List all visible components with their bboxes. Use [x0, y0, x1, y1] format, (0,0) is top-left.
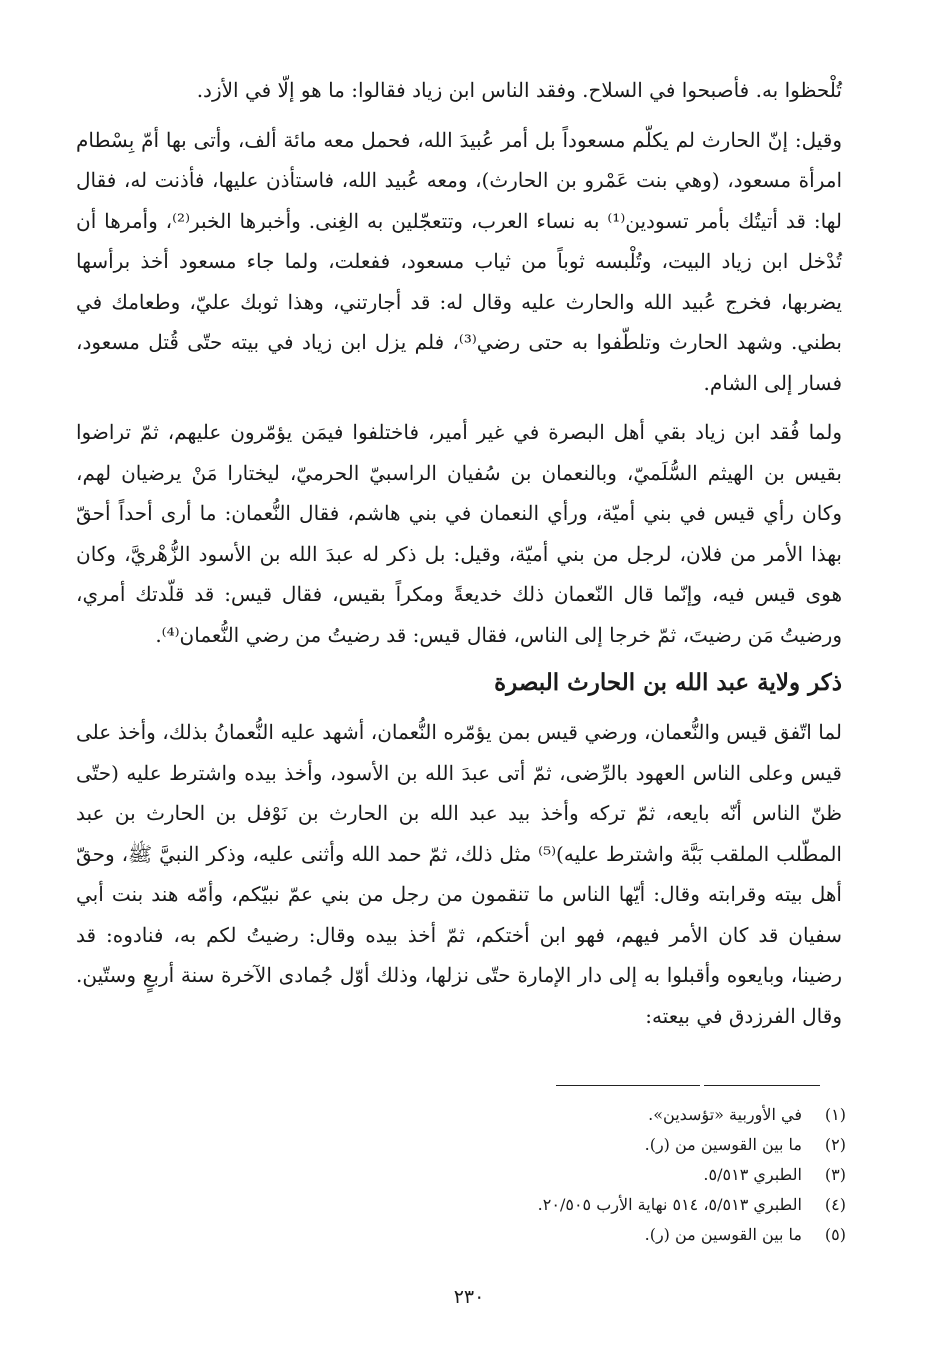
footnote-text: الطبري ٥/٥١٣، ٥١٤ نهاية الأرب ٢٠/٥٠٥. — [537, 1195, 802, 1214]
paragraph-1: تُلْحظوا به. فأصبحوا في السلاح. وفقد الناس ابن زياد فقالوا: ما هو إلّا في الأزد. — [196, 78, 842, 102]
page-number: ٢٣٠ — [453, 1286, 485, 1308]
footnote-number: (١) — [824, 1105, 846, 1124]
paragraph-4: لما اتّفق قيس والنُّعمان، ورضي قيس بمن يؤمّره النُّعمان، أشهد عليه النُّعمانُ بذلك، وأخذ على قيس وعلى الناس العهود بالرِّضى، ثمّ أتى عبدَ الله بن الأسود، وأخذ بيده واشترط عليه (حتّى ظنّ الناس أنّه بايعه، ثمّ تركه وأخذ بيد عبد الله بن الحارث بن نَوْفل بن الحارث بن عبد المطّلب الملقب بَبَّة واشترط عليه)⁽⁵⁾ مثل ذلك، ثمّ حمد الله وأثنى عليه، وذكر النبيَّ ﷺ، وحقّ أهل بيته وقرابته وقال: أيّها الناس ما تنقمون من رجل من بني عمّ نبيّكم، وأمّه هند بنت أبي سفيان قد كان الأمر فيهم، فهو ابن أختكم، ثمّ أخذ بيده وقال: رضيتُ لكم به، فنادوه: قد رضينا، وبايعوه وأقبلوا به إلى دار الإمارة حتّى نزلها، وذلك أوّل جُمادى الآخرة سنة أربعٍ وستّين. وقال الفرزدق في بيعته: — [76, 720, 842, 1028]
footnote-text: ما بين القوسين من (ر). — [644, 1225, 802, 1244]
footnote-text: في الأوربية «تؤسدين». — [648, 1105, 802, 1124]
footnote-item — [200, 1160, 846, 1190]
footnote-text: ما بين القوسين من (ر). — [644, 1135, 802, 1154]
footnote-number: (٥) — [824, 1225, 846, 1244]
paragraph-2: وقيل: إنّ الحارث لم يكلّم مسعوداً بل أمر عُبيدَ الله، فحمل معه مائة ألف، وأتى بها أمّ بِسْطام امرأة مسعود، (وهي بنت عَمْرو بن الحارث)، ومعه عُبيد الله، فاستأذن عليها، فأذنت له، فقال لها: قد أتيتُك بأمر تسودين⁽¹⁾ به نساء العرب، وتتعجّلين به الغِنى. وأخبرها الخبر⁽²⁾، وأمرها أن تُدْخل ابن زياد البيت، وتُلْبسه ثوباً من ثياب مسعود، ففعلت، ولما جاء مسعود أخذ برأسها يضربها، فخرج عُبيد الله والحارث عليه وقال له: قد أجارتني، وهذا ثوبك عليّ، وطعامك في بطني. وشهد الحارث وتلطّفوا به حتى رضي⁽³⁾، فلم يزل ابن زياد في بيته حتّى قُتل مسعود، فسار إلى الشام. — [76, 127, 843, 395]
section-title: ذكر ولاية عبد الله بن الحارث البصرة — [494, 669, 842, 696]
footnote-item — [200, 1130, 846, 1160]
footnote-item — [200, 1220, 846, 1250]
footnotes — [200, 1100, 846, 1250]
main-text — [76, 70, 842, 1045]
footnote-divider — [704, 1085, 820, 1086]
paragraph-3: ولما فُقد ابن زياد بقي أهل البصرة في غير أمير، فاختلفوا فيمَن يؤمّرون عليهم، ثمّ تراضوا بقيس بن الهيثم السُّلَميّ، وبالنعمان بن سُفيان الراسبيّ الحرميّ، ليختارا مَنْ يرضيان لهم، وكان رأي قيس في بني أميّة، ورأي النعمان في بني هاشم، فقال النُّعمان: ما أرى أحداً أحقّ بهذا الأمر من فلان، لرجل من بني أميّة، وقيل: بل ذكر له عبدَ الله بن الأسود الزُّهْريَّ، وكان هوى قيس فيه، وإنّما قال النّعمان ذلك خديعةً ومكراً بقيس، فقال قيس: قد قلّدتك أمري، ورضيتُ مَن رضيتَ، ثمّ خرجا إلى الناس، فقال قيس: قد رضيتُ من رضي النُّعمان⁽⁴⁾. — [76, 420, 842, 647]
footnote-number: (٢) — [824, 1135, 846, 1154]
footnote-number: (٣) — [824, 1165, 846, 1184]
footnote-item — [200, 1100, 846, 1130]
footnote-number: (٤) — [824, 1195, 846, 1214]
footnote-text: الطبري ٥/٥١٣. — [703, 1165, 802, 1184]
footnote-divider-extension — [556, 1085, 700, 1086]
footnote-item — [200, 1190, 846, 1220]
